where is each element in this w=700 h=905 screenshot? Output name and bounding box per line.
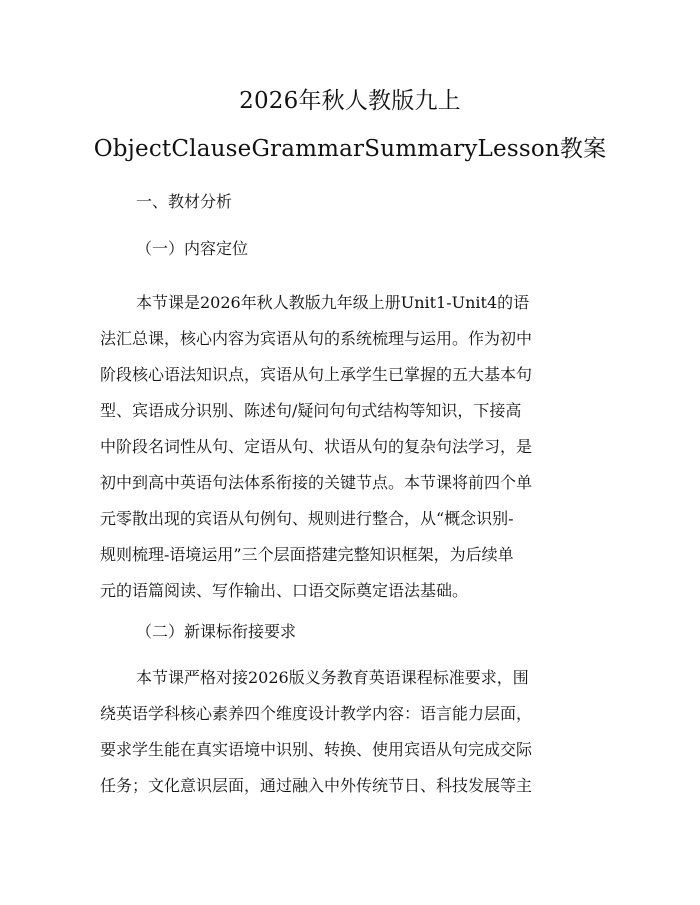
document-title-line-1: 2026年秋人教版九上 bbox=[239, 88, 461, 114]
paragraph-line: 任务；文化意识层面，通过融入中外传统节日、科技发展等主 bbox=[100, 776, 533, 795]
section-heading-textbook-analysis: 一、教材分析 bbox=[136, 192, 233, 211]
paragraph-curriculum-requirements bbox=[100, 660, 600, 804]
paragraph-line: 规则梳理-语境运用”三个层面搭建完整知识框架，为后续单 bbox=[100, 545, 514, 564]
paragraph-line: 初中到高中英语句法体系衔接的关键节点。本节课将前四个单 bbox=[100, 473, 533, 492]
paragraph-line: 本节课是2026年秋人教版九年级上册Unit1-Unit4的语 bbox=[136, 293, 530, 312]
paragraph-line: 阶段核心语法知识点，宾语从句上承学生已掌握的五大基本句 bbox=[100, 365, 533, 384]
paragraph-line: 中阶段名词性从句、定语从句、状语从句的复杂句法学习，是 bbox=[100, 437, 533, 456]
paragraph-content-positioning bbox=[100, 285, 600, 609]
paragraph-line: 要求学生能在真实语境中识别、转换、使用宾语从句完成交际 bbox=[100, 740, 533, 759]
paragraph-line: 型、宾语成分识别、陈述句/疑问句句式结构等知识，下接高 bbox=[100, 401, 522, 420]
document-title-line-2: ObjectClauseGrammarSummaryLesson教案 bbox=[93, 136, 607, 162]
subsection-heading-curriculum-requirements: （二）新课标衔接要求 bbox=[136, 622, 297, 641]
paragraph-line: 绕英语学科核心素养四个维度设计教学内容：语言能力层面， bbox=[100, 704, 533, 723]
paragraph-line: 元零散出现的宾语从句例句、规则进行整合，从“概念识别- bbox=[100, 509, 514, 528]
paragraph-line: 本节课严格对接2026版义务教育英语课程标准要求，围 bbox=[136, 668, 529, 687]
paragraph-line: 法汇总课，核心内容为宾语从句的系统梳理与运用。作为初中 bbox=[100, 329, 533, 348]
subsection-heading-content-positioning: （一）内容定位 bbox=[136, 239, 249, 258]
paragraph-line: 元的语篇阅读、写作输出、口语交际奠定语法基础。 bbox=[100, 581, 469, 600]
